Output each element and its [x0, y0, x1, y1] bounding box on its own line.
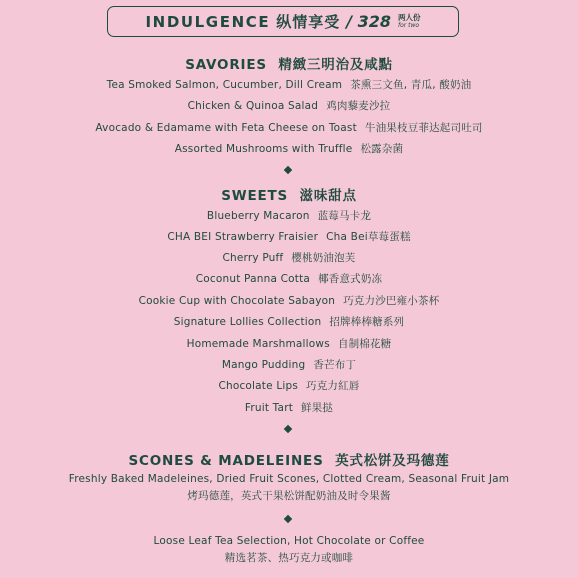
list-item: [0, 293, 578, 308]
item-cn: Cha Bei草莓蛋糕: [326, 231, 411, 243]
divider-diamond: [284, 425, 292, 433]
serving-note: [398, 14, 421, 30]
list-item: [0, 336, 578, 351]
item-cn: 椰香意式奶冻: [318, 273, 383, 285]
item-cn: 巧克力沙巴雍小茶杯: [343, 295, 440, 307]
item-en: CHA BEI Strawberry Fraisier: [167, 231, 319, 243]
item-en: Chicken & Quinoa Salad: [187, 100, 319, 112]
savories-title: SAVORIES: [185, 57, 267, 73]
item-cn: 蓝莓马卡龙: [317, 210, 372, 222]
savories-title-cn: 精緻三明治及咸點: [278, 57, 393, 73]
item-cn: 招牌棒棒糖系列: [329, 316, 405, 328]
price: / 328: [346, 12, 392, 31]
item-cn: 松露杂菌: [360, 143, 404, 155]
item-en: Fruit Tart: [244, 402, 294, 414]
item-en: Signature Lollies Collection: [173, 316, 322, 328]
scones-line-cn: 烤玛德莲，英式干果松饼配奶油及时令果酱: [187, 490, 391, 502]
scones-line-en: Freshly Baked Madeleines, Dried Fruit Scones, Clotted Cream, Seasonal Fruit Jam: [68, 473, 510, 485]
list-item: [0, 120, 578, 135]
sweets-title-cn: 滋味甜点: [299, 188, 357, 204]
list-item: [0, 378, 578, 393]
list-item: [0, 229, 578, 244]
header-banner: [107, 6, 459, 37]
list-item: [0, 250, 578, 265]
item-cn: 樱桃奶油泡芙: [291, 252, 356, 264]
savories-heading: [0, 53, 578, 73]
scones-heading: [0, 449, 578, 469]
drinks-line-en: Loose Leaf Tea Selection, Hot Chocolate or Coffee: [153, 535, 425, 547]
divider-diamond: [284, 166, 292, 174]
item-cn: 香芒布丁: [313, 359, 357, 371]
list-item: [0, 271, 578, 286]
item-en: Chocolate Lips: [218, 380, 299, 392]
item-en: Coconut Panna Cotta: [195, 273, 311, 285]
item-en: Avocado & Edamame with Feta Cheese on Toast: [95, 122, 357, 134]
list-item: [0, 208, 578, 223]
item-cn: 鸡肉藜麦沙拉: [326, 100, 391, 112]
sweets-heading: [0, 184, 578, 204]
serving-note-en: for two: [398, 21, 420, 29]
sweets-title: SWEETS: [221, 188, 289, 204]
serving-note-cn: 两人份: [398, 12, 421, 22]
list-item: [0, 314, 578, 329]
divider-diamond: [284, 515, 292, 523]
item-cn: 牛油果枝豆菲达起司吐司: [364, 122, 483, 134]
item-en: Cookie Cup with Chocolate Sabayon: [138, 295, 336, 307]
list-item: [0, 141, 578, 156]
item-cn: 巧克力紅唇: [306, 380, 360, 392]
menu-title: INDULGENCE: [145, 12, 271, 31]
item-en: Mango Pudding: [221, 359, 306, 371]
list-item: [0, 77, 578, 92]
menu-title-cn: 纵情享受: [276, 13, 341, 31]
list-item: [0, 98, 578, 113]
drinks-line-cn: 精选茗茶、热巧克力或咖啡: [224, 552, 354, 564]
list-item: [0, 400, 578, 415]
scones-title-cn: 英式松饼及玛德莲: [335, 453, 450, 469]
item-en: Cherry Puff: [222, 252, 284, 264]
item-en: Tea Smoked Salmon, Cucumber, Dill Cream: [106, 79, 343, 91]
list-item: [0, 357, 578, 372]
item-cn: 鲜果挞: [301, 402, 334, 414]
item-en: Homemade Marshmallows: [186, 338, 330, 350]
item-cn: 自制棉花糖: [337, 338, 392, 350]
item-en: Blueberry Macaron: [206, 210, 310, 222]
item-cn: 茶熏三文鱼, 青瓜, 酸奶油: [350, 79, 472, 91]
item-en: Assorted Mushrooms with Truffle: [174, 143, 353, 155]
scones-title: SCONES & MADELEINES: [128, 453, 324, 469]
